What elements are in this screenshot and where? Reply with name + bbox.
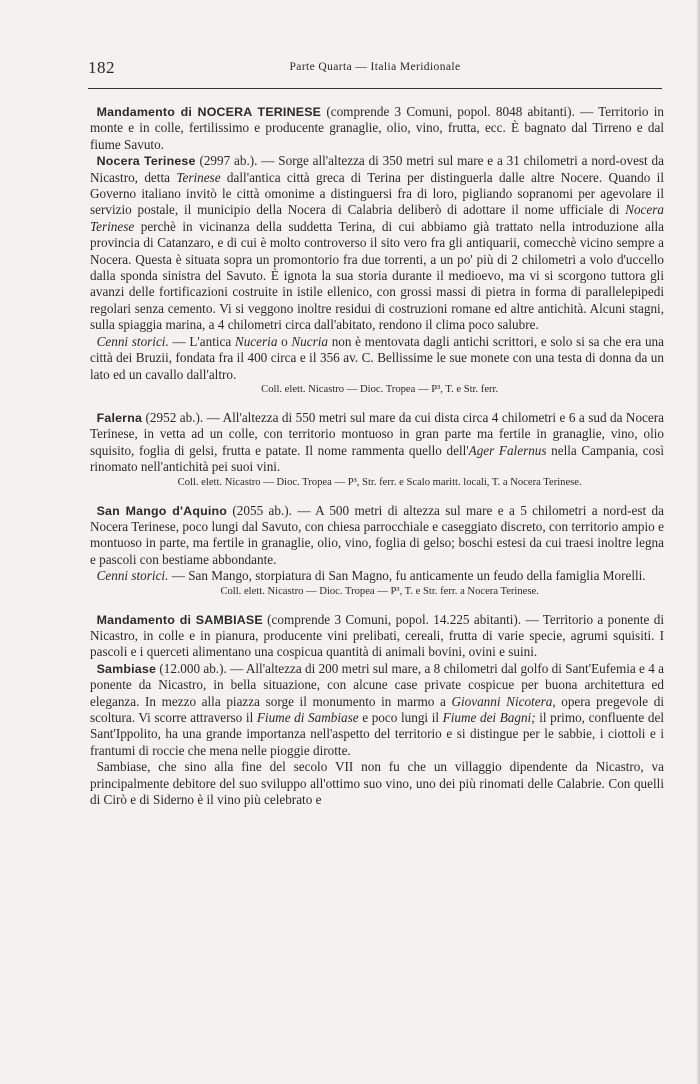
page-body	[90, 104, 664, 808]
falerna-collegio-note: Coll. elett. Nicastro — Dioc. Tropea — P³, Str. ferr. e Scalo maritt. locali, T. a Nocera Terinese.	[177, 476, 582, 488]
running-title: Parte Quarta — Italia Meridionale	[289, 61, 461, 73]
sambiase-history-paragraph: Sambiase, che sino alla fine del secolo VII non fu che un villaggio dipendente da Nicastro, va principalmente debitore del suo sviluppo all'ottimo suo vino, uno dei più rinomati delle Calabrie. Con quelli di Cirò e di Siderno è il vino più celebrato e	[90, 759, 664, 808]
nocera-terinese-paragraph: Nocera Terinese (2997 ab.). — Sorge all'altezza di 350 metri sul mare e a 31 chilometri a nord-ovest da Nicastro, detta Terinese dall'antica città greca di Terina per distinguerla dalle altre Nocere. Quando il Governo italiano invitò le città omonime a distinguersi fra di loro, pigliando sopranomi per agevolare il servizio postale, il municipio della Nocera di Calabria deliberò di adottare il nome ufficiale di Nocera Terinese perchè in vicinanza della suddetta Terina, di cui abbiamo già trattato nella introduzione alla provincia di Catanzaro, e di cui è molto controverso il sito vero fra gli antiquarii, comecchè vicino sempre a Nocera. Questa è situata sopra un promontorio fra due torrenti, a un po' più di 2 chilometri a volo d'uccello dalla sponda sinistra del Savuto. È ignota la sua storia durante il medioevo, ma vi si scorgono tuttora gli avanzi delle fortificazioni costruite in istile ellenico, con grossi massi di pietra in forma di parallelepipedi regolari senza cemento. Vi si veggono inoltre residui di costruzioni romane ed altre antichità. Alcuni stagni, sulla spiaggia marina, a 4 chilometri circa dall'abitato, rendono il clima poco salubre.	[90, 153, 664, 333]
section-heading: Mandamento di SAMBIASE	[96, 612, 263, 627]
falerna-paragraph: Falerna (2952 ab.). — All'altezza di 550 metri sul mare da cui dista circa 4 chilometri e 6 a sud da Nocera Terinese, in vetta ad un colle, con territorio montuoso in gran parte ma fertile in granaglie, vino, olio squisito, foglia di gelsi, frutta e patate. Il nome rammenta quello dell'Ager Falernus nella Campania, così rinomato nell'antichità pei suoi vini.	[90, 409, 664, 475]
spacer	[90, 397, 664, 410]
sambiase-paragraph: Sambiase (12.000 ab.). — All'altezza di 200 metri sul mare, a 8 chilometri dal golfo di Sant'Eufemia e 4 a ponente da Nicastro, in bella situazione, con alcune case private cospicue per buona architettura ed eleganza. In mezzo alla piazza sorge il monumento in marmo a Giovanni Nicotera, opera pregevole di scoltura. Vi scorre attraverso il Fiume di Sambiase e poco lungi il Fiume dei Bagni; il primo, confluente del Sant'Ippolito, ha una grande importanza nell'aspetto del territorio e si distingue per le sabbie, i ciottoli e i frantumi di roccie che mena nelle pioggie dirotte.	[90, 660, 664, 758]
place-name: San Mango d'Aquino	[96, 503, 228, 518]
san-mango-cenni-storici: Cenni storici. — San Mango, storpiatura di San Magno, fu anticamente un feudo della famiglia Morelli.	[96, 568, 646, 584]
section-heading: Mandamento di NOCERA TERINESE	[96, 105, 322, 119]
cenni-label: Cenni storici.	[96, 568, 169, 584]
place-name: Nocera Terinese	[96, 154, 196, 169]
page-number: 182	[88, 58, 115, 77]
nocera-collegio-note: Coll. elett. Nicastro — Dioc. Tropea — P³, T. e Str. ferr.	[261, 383, 499, 395]
mandamento-nocera-paragraph: Mandamento di NOCERA TERINESE (comprende 3 Comuni, popol. 8048 abitanti). — Territorio in monte e in colle, fertilissimo e producente granaglie, olio, vino, frutta, ecc. È bagnato dal Tirreno e dal fiume Savuto.	[90, 104, 664, 152]
page-edge-shadow	[696, 0, 700, 1084]
mandamento-sambiase-paragraph: Mandamento di SAMBIASE (comprende 3 Comuni, popol. 14.225 abitanti). — Territorio a ponente di Nicastro, in colle e in pianura, producente vini prelibati, cereali, frutta di varie specie, agrumi squisiti. I pascoli e i querceti alimentano una cospicua quantità di animali bovini, ovini e suini.	[90, 611, 664, 660]
san-mango-collegio-note: Coll. elett. Nicastro — Dioc. Tropea — P³, T. e Str. ferr. a Nocera Terinese.	[220, 585, 539, 597]
san-mango-paragraph: San Mango d'Aquino (2055 ab.). — A 500 metri di altezza sul mare e a 5 chilometri a nord-est da Nocera Terinese, poco lungi dal Savuto, con chiesa parrocchiale e caseggiato discreto, con territorio ampio e montuoso in parte, ma fertile in granaglie, olio, vino, foglia di gelso; boschi estesi da cui traesi inoltre legna e pascoli con bestiame abbondante.	[90, 502, 664, 567]
spacer	[90, 490, 664, 503]
place-name: Sambiase	[96, 661, 157, 676]
cenni-label: Cenni storici.	[96, 333, 169, 349]
nocera-cenni-storici: Cenni storici. — L'antica Nuceria o Nucria non è mentovata dagli antichi scrittori, e solo si sa che era una città dei Bruzii, fondata fra il 400 circa e il 356 av. C. Bellissime le sue monete con una testa di donna da un lato ed un cavallo dall'altro.	[90, 333, 665, 382]
page-header	[88, 58, 662, 89]
spacer	[90, 599, 664, 612]
place-name: Falerna	[96, 410, 143, 425]
